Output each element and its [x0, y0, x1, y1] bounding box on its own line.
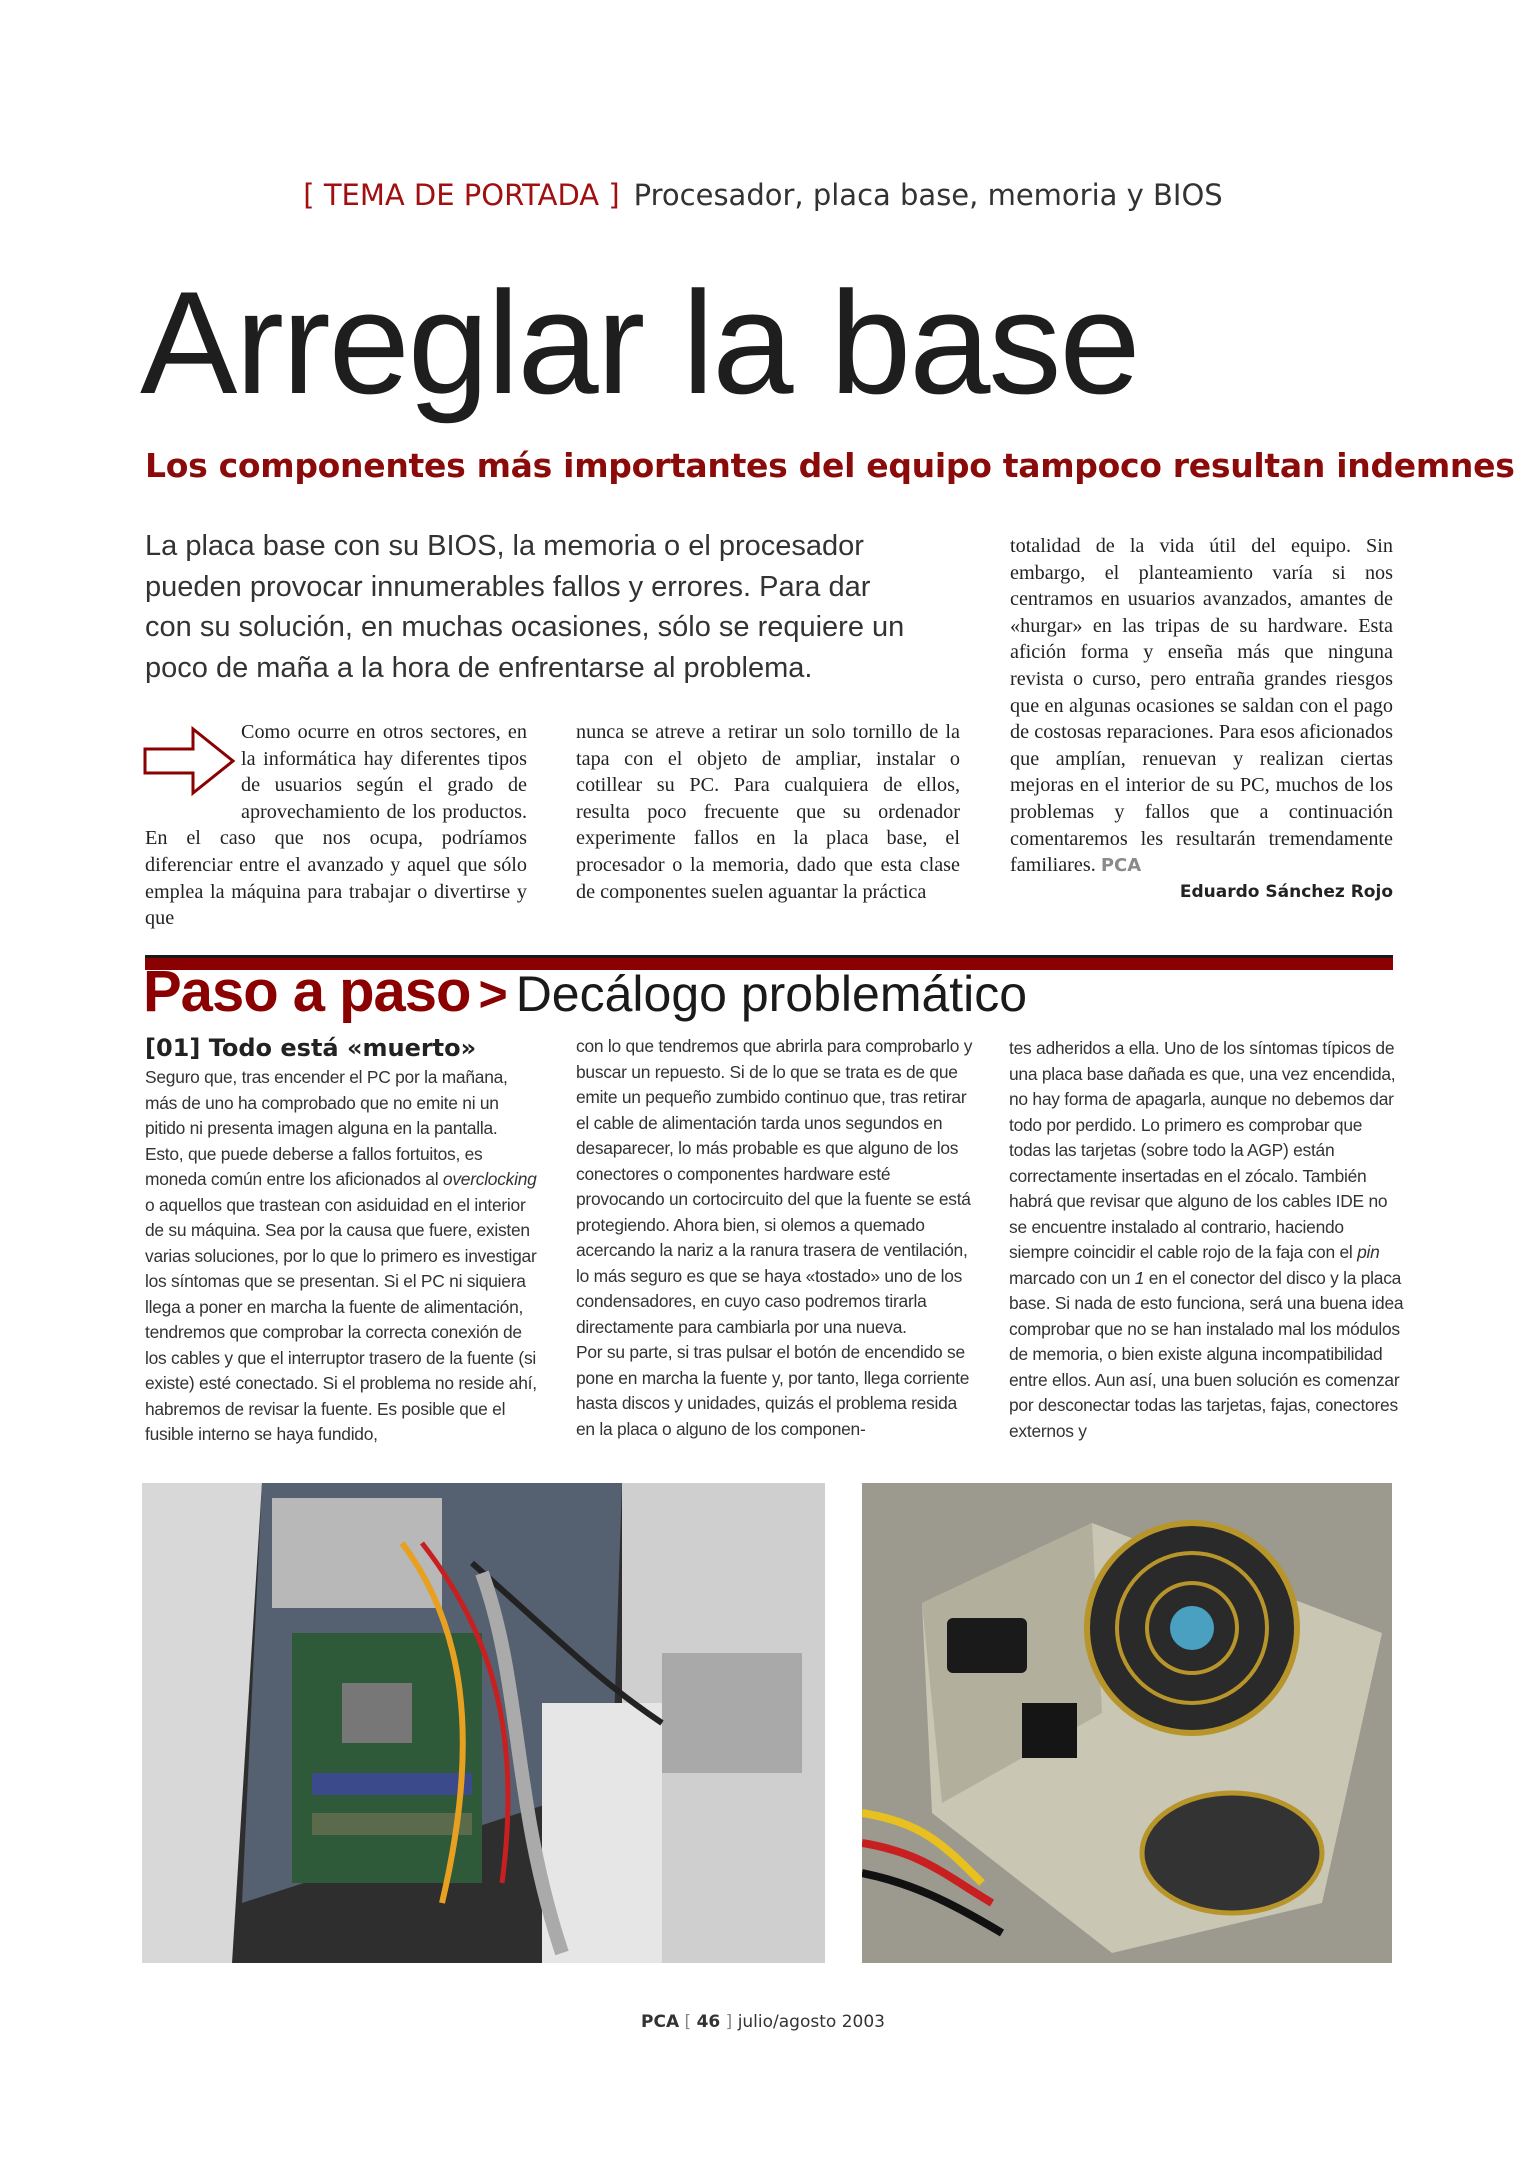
step-paragraph: Por su parte, si tras pulsar el botón de encendido se pone en marcha la fuente y, por tanto, llega corriente hasta discos y unidades, quizás el problema resida en la placa o alguno de los componen- — [576, 1342, 970, 1439]
lead-paragraph: La placa base con su BIOS, la memoria o el procesador pueden provocar innumerables fallos y errores. Para dar con su solución, en muchas ocasiones, sólo se requiere un poco de maña a la hora de enfrentarse al problema. — [145, 530, 905, 684]
topic: Procesador, placa base, memoria y BIOS — [633, 178, 1223, 212]
step-heading: [01] Todo está «muerto» — [145, 1034, 477, 1062]
step-text: marcado con un — [1009, 1267, 1135, 1288]
section-heading — [143, 958, 1027, 1025]
photo-pc-interior — [142, 1483, 825, 1963]
step-text: o aquellos que trastean con asiduidad en el interior de su máquina. Sea por la causa que fuere, existen varias soluciones, por lo que lo primero es investigar los síntomas que se presentan. Si el PC ni siquiera llega a poner en marcha la fuente de alimentación, tendremos que comprobar la correcta conexión de los cables y que el interruptor trasero de la fuente (si existe) esté conectado. Si el problema no reside ahí, habremos de revisar la fuente. Es posible que el fusible interno se haya fundido, — [145, 1194, 537, 1444]
step-column-2 — [576, 1034, 974, 1442]
page-footer — [0, 2012, 1526, 2032]
section-tag: [ TEMA DE PORTADA ] — [303, 178, 620, 212]
step-text: Seguro que, tras encender el PC por la mañana, más de uno ha comprobado que no emite ni un pitido ni presenta imagen alguna en la pantalla. Esto, que puede deberse a fallos fortuitos, es moneda común entre los aficionados al — [145, 1067, 508, 1189]
step-text: tes adheridos a ella. Uno de los síntomas típicos de una placa base dañada es que, una vez encendida, no hay forma de apagarla, aunque no debemos dar todo por perdido. Lo primero es comprobar que todas las tarjetas (sobre todo la AGP) están correctamente insertadas en el zócalo. También habrá que revisar que alguno de los cables IDE no se encuentre instalado al contrario, haciendo siempre coincidir el cable rojo de la faja con el — [1009, 1038, 1396, 1262]
footer-brand: PCA — [641, 2012, 680, 2032]
intro-text-1: Como ocurre en otros sectores, en la informática hay diferentes tipos de usuarios según el grado de aprovechamiento de los productos. En el caso que nos ocupa, podríamos diferenciar entre el avanzado y aquel que sólo emplea la máquina para trabajar o divertirse y que — [145, 721, 527, 930]
page-number: 46 — [696, 2012, 721, 2032]
step-paragraph: con lo que tendremos que abrirla para comprobarlo y buscar un repuesto. Si de lo que se trata es de que emite un pequeño zumbido continuo que, tras retirar el cable de alimentación tarda unos segundos en desaparecer, lo más probable es que alguno de los conectores o componentes hardware esté provocando un cortocircuito del que la fuente se está protegiendo. Ahora bien, si olemos a quemado acercando la nariz a la ranura trasera de ventilación, lo más seguro es que se haya «tostado» uno de los condensadores, en cuyo caso podremos tirarla directamente para cambiarla por una nueva. — [576, 1036, 973, 1337]
issue-date: julio/agosto 2003 — [737, 2012, 885, 2032]
step-column-1 — [145, 1065, 537, 1448]
article-title: Arreglar la base — [140, 261, 1139, 424]
section-title: Paso a paso — [143, 959, 471, 1024]
kicker — [0, 178, 1526, 212]
arrow-right-icon — [141, 721, 241, 801]
footer-bracket-close: ] — [725, 2012, 733, 2032]
intro-column-2: nunca se atreve a retirar un solo tornillo de la tapa con el objeto de ampliar, instalar o cotillear su PC. Para cualquiera de ellos, resulta poco frecuente que su ordenador experimente fallos en la placa base, el procesador o la memoria, dado que esta clase de componentes suelen aguantar la práctica — [576, 721, 960, 903]
section-subtitle: Decálogo problemático — [515, 966, 1028, 1022]
step-italic: pin — [1357, 1242, 1380, 1262]
signature-mark: PCA — [1100, 855, 1142, 877]
article-subtitle: Los componentes más importantes del equipo tampoco resultan indemnes — [145, 446, 1515, 485]
intro-text-3: totalidad de la vida útil del equipo. Sin embargo, el planteamiento varía si nos centramos en usuarios avanzados, amantes de «hurgar» en las tripas de su hardware. Esta afición forma y enseña más que ninguna revista o curso, pero entraña grandes riesgos que en algunas ocasiones se saldan con el pago de costosas reparaciones. Para esos aficionados que amplían, renuevan y realizan ciertas mejoras en el interior de su PC, muchos de los problemas y fallos que a continuación comentaremos les resultarán tremendamente familiares. — [1010, 535, 1393, 877]
footer-bracket-open: [ — [684, 2012, 692, 2032]
step-italic: 1 — [1134, 1267, 1145, 1288]
step-column-3 — [1009, 1036, 1404, 1444]
intro-column-3 — [1010, 533, 1393, 880]
step-text: en el conector del disco y la placa base. Si nada de esto funciona, será una buena idea comprobar que no se han instalado mal los módulos de memoria, o bien existe alguna incompatibilidad entre ellos. Aun así, una buen solución es comenzar por desconectar todas las tarjetas, fajas, conectores externos y — [1009, 1267, 1404, 1441]
photo-power-supply — [862, 1483, 1392, 1963]
section-separator: > — [478, 966, 508, 1022]
intro-column-1 — [145, 719, 527, 932]
step-italic: overclocking — [442, 1169, 537, 1189]
author-byline: Eduardo Sánchez Rojo — [1179, 882, 1393, 902]
